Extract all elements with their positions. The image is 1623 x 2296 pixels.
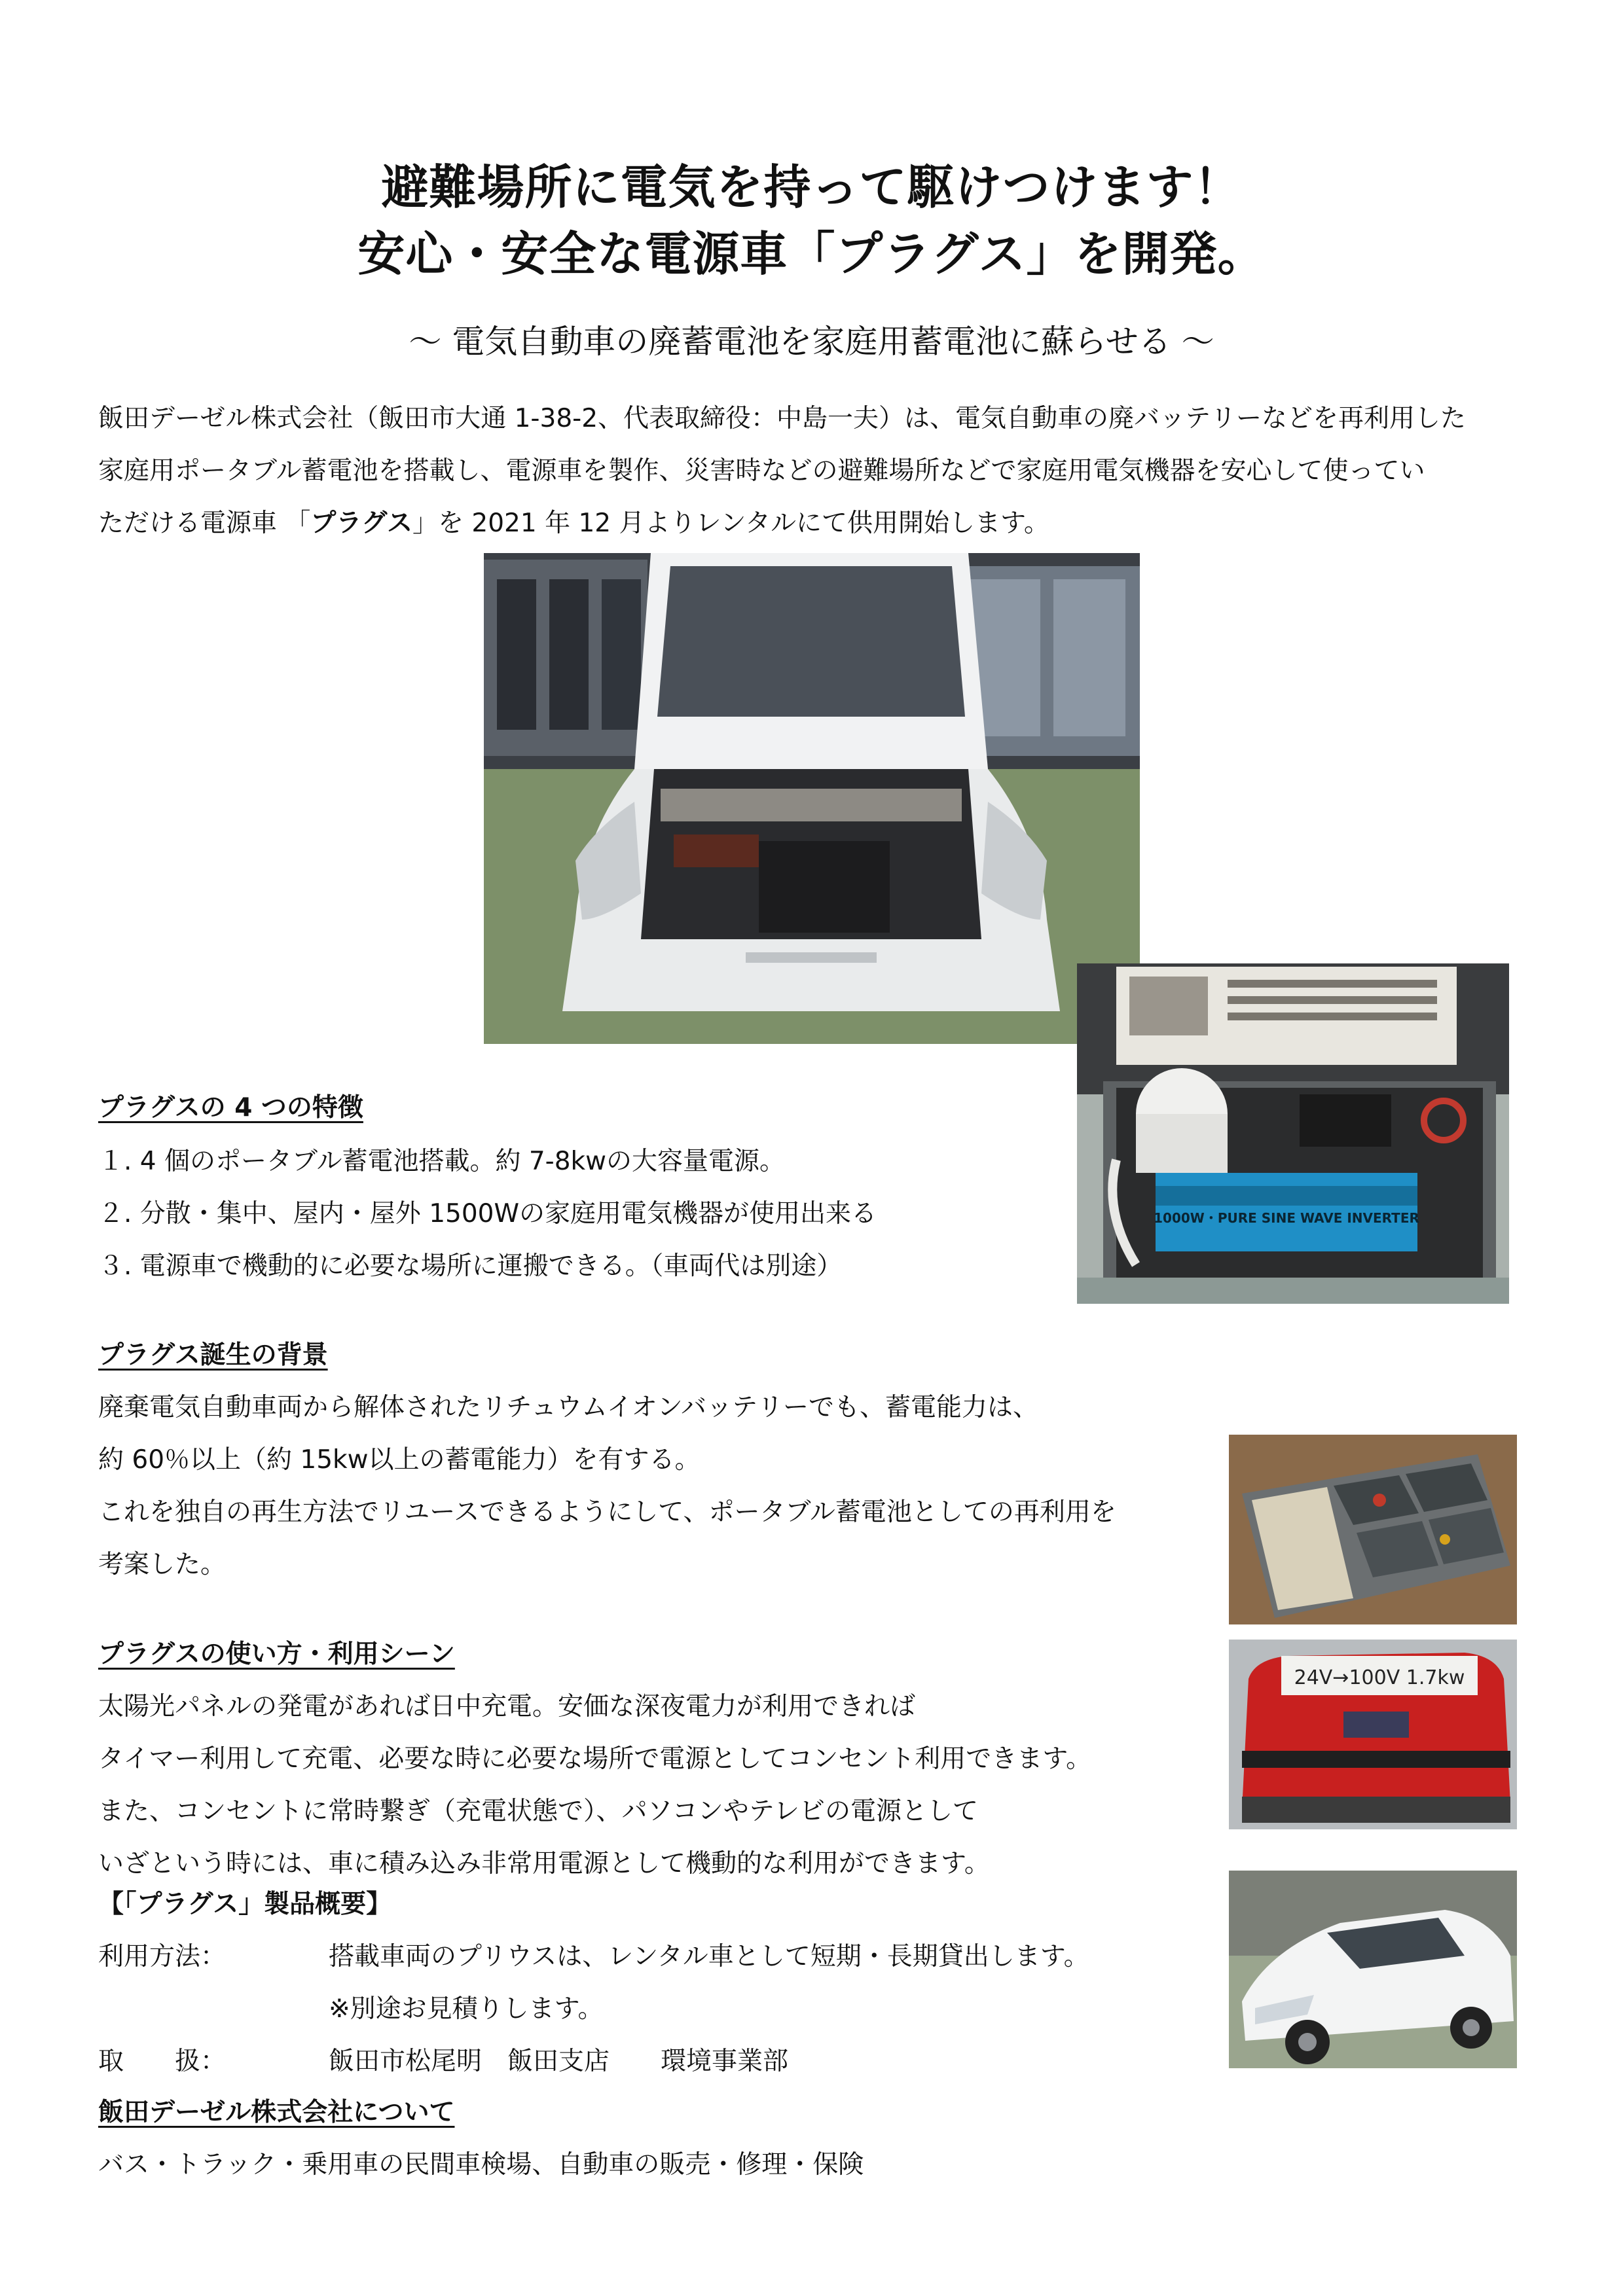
background-line-2: 約 60％以上（約 15kw以上の蓄電能力）を有する。 [98,1445,701,1475]
page-title-line-2: 安心・安全な電源車「プラグス」を開発。 [357,226,1266,281]
feature-item-1: １. 4 個のポータブル蓄電池搭載。約 7-8kwの大容量電源。 [98,1147,786,1176]
product-row-label: 取 扱： [98,2047,227,2076]
usage-line-4: いざという時には、車に積み込み非常用電源として機動的な利用ができます。 [98,1849,990,1878]
features-heading: プラグスの 4 つの特徴 [98,1093,363,1122]
feature-item-2: ２. 分散・集中、屋内・屋外 1500Wの家庭用電気機器が使用出来る [98,1199,877,1229]
case-label: 24V→100V 1.7kw [1294,1666,1465,1689]
usage-line-2: タイマー利用して充電、必要な時に必要な場所で電源としてコンセント利用できます。 [98,1744,1092,1774]
intro-line-3-post: 」を 2021 年 12 月よりレンタルにて供用開始します。 [412,509,1049,538]
product-row-value: 搭載車両のプリウスは、レンタル車として短期・長期貸出します。 [329,1942,1089,1971]
background-line-4: 考案した。 [98,1550,227,1579]
background-line-1: 廃棄電気自動車両から解体されたリチュウムイオンバッテリーでも、蓄電能力は、 [98,1393,1038,1422]
product-row-label: 利用方法： [98,1942,227,1971]
intro-line-1: 飯田デーゼル株式会社（飯田市大通 1-38-2、代表取締役：中島一夫）は、電気自動車の廃バッテリーなどを再利用した [98,404,1467,433]
intro-line-2: 家庭用ポータブル蓄電池を搭載し、電源車を製作、災害時などの避難場所などで家庭用電気機器を安心して使ってい [98,456,1425,486]
intro-line-3 [98,497,1049,550]
feature-item-3: ３. 電源車で機動的に必要な場所に運搬できる。（車両代は別途） [98,1251,843,1281]
car-rear-photo [484,553,1140,1044]
product-heading: 【「プラグス」製品概要】 [98,1890,392,1919]
page-subtitle: ～ 電気自動車の廃蓄電池を家庭用蓄電池に蘇らせる ～ [409,323,1214,361]
usage-heading: プラグスの使い方・利用シーン [98,1640,455,1669]
company-heading: 飯田デーゼル株式会社について [98,2098,455,2127]
background-line-3: これを独自の再生方法でリユースできるようにして、ポータブル蓄電池としての再利用を [98,1498,1116,1527]
red-battery-case-photo [1229,1640,1517,1829]
usage-line-3: また、コンセントに常時繋ぎ（充電状態で）、パソコンやテレビの電源として [98,1797,978,1826]
usage-line-1: 太陽光パネルの発電があれば日中充電。安価な深夜電力が利用できれば [98,1692,916,1721]
intro-brand-name: プラグス [310,509,413,538]
product-row-value: ※別途お見積りします。 [329,1994,604,2024]
product-row-value: 飯田市松尾明 飯田支店 環境事業部 [329,2047,789,2076]
page-title-line-1: 避難場所に電気を持って駆けつけます！ [381,160,1242,215]
battery-case-inverter-photo [1077,963,1509,1304]
inverter-label: 1000W・PURE SINE WAVE INVERTER [1154,1210,1419,1226]
battery-module-photo [1229,1435,1517,1624]
company-description: バス・トラック・乗用車の民間車検場、自動車の販売・修理・保険 [98,2150,864,2179]
intro-line-3-pre: ただける電源車 「 [98,509,311,538]
background-heading: プラグス誕生の背景 [98,1340,328,1370]
white-car-photo [1229,1871,1517,2068]
